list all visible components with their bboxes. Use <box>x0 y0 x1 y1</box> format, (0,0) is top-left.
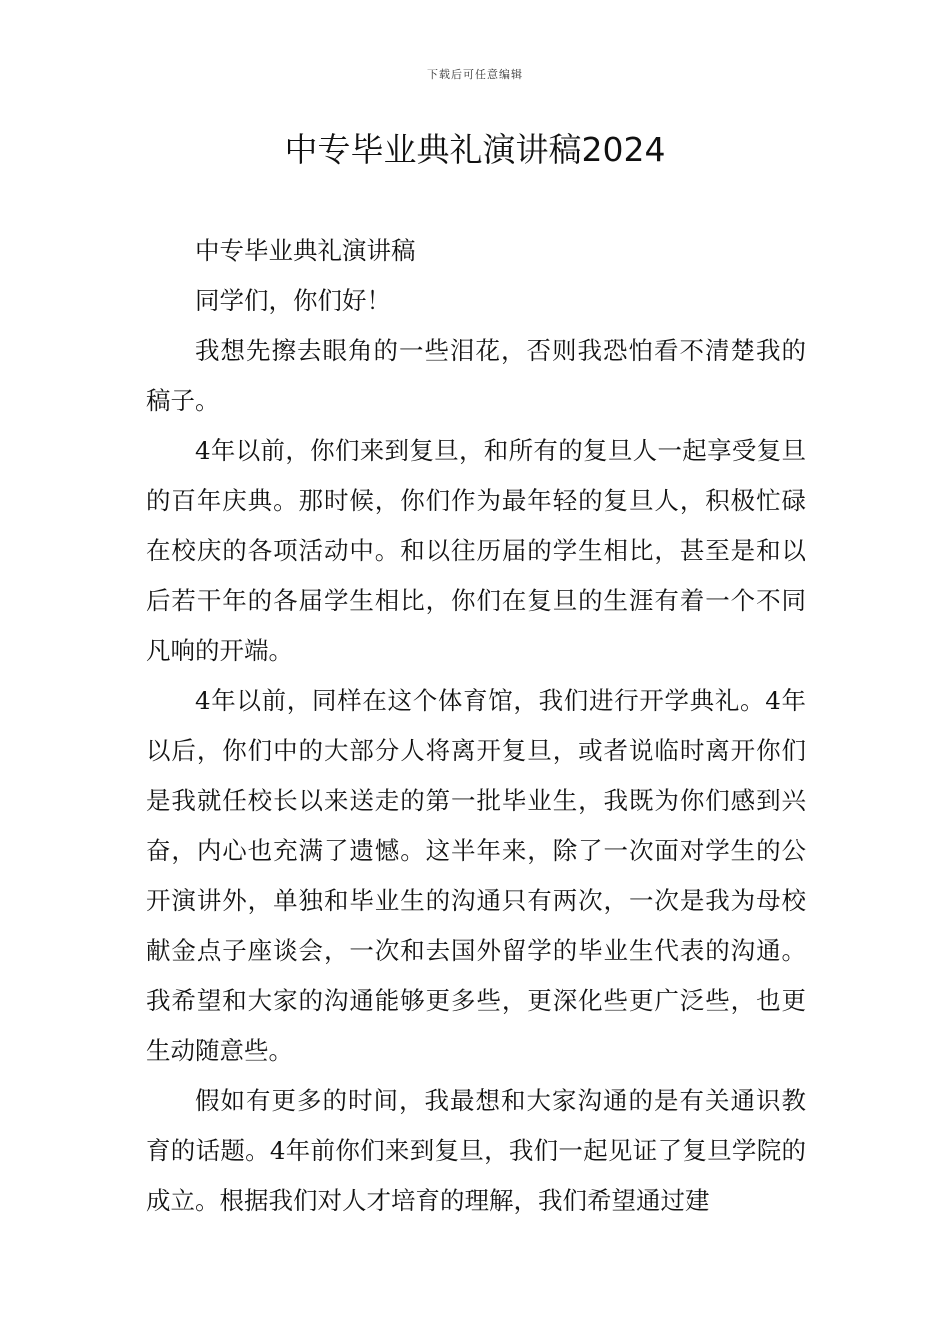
page-header-note: 下载后可任意编辑 <box>427 68 523 81</box>
paragraph-greeting: 同学们，你们好！ <box>195 286 391 315</box>
paragraph: 4年以前，同样在这个体育馆，我们进行开学典礼。4年以后，你们中的大部分人将离开复旦，或者说临时离开你们是我就任校长以来送走的第一批毕业生，我既为你们感到兴奋，内心也充满了遗憾。这半年来，除了一次面对学生的公开演讲外，单独和毕业生的沟通只有两次，一次是我为母校献金点子座谈会，一次和去国外留学的毕业生代表的沟通。我希望和大家的沟通能够更多些，更深化些更广泛些，也更生动随意些。 <box>146 686 806 1065</box>
paragraph-subtitle: 中专毕业典礼演讲稿 <box>195 236 416 265</box>
document-body <box>146 226 806 1226</box>
document-title: 中专毕业典礼演讲稿2024 <box>284 130 666 169</box>
paragraph: 假如有更多的时间，我最想和大家沟通的是有关通识教育的话题。4年前你们来到复旦，我们一起见证了复旦学院的成立。根据我们对人才培育的理解，我们希望通过建 <box>146 1086 806 1215</box>
paragraph: 我想先擦去眼角的一些泪花，否则我恐怕看不清楚我的稿子。 <box>146 336 806 415</box>
paragraph: 4年以前，你们来到复旦，和所有的复旦人一起享受复旦的百年庆典。那时候，你们作为最年轻的复旦人，积极忙碌在校庆的各项活动中。和以往历届的学生相比，甚至是和以后若干年的各届学生相比，你们在复旦的生涯有着一个不同凡响的开端。 <box>146 436 806 665</box>
